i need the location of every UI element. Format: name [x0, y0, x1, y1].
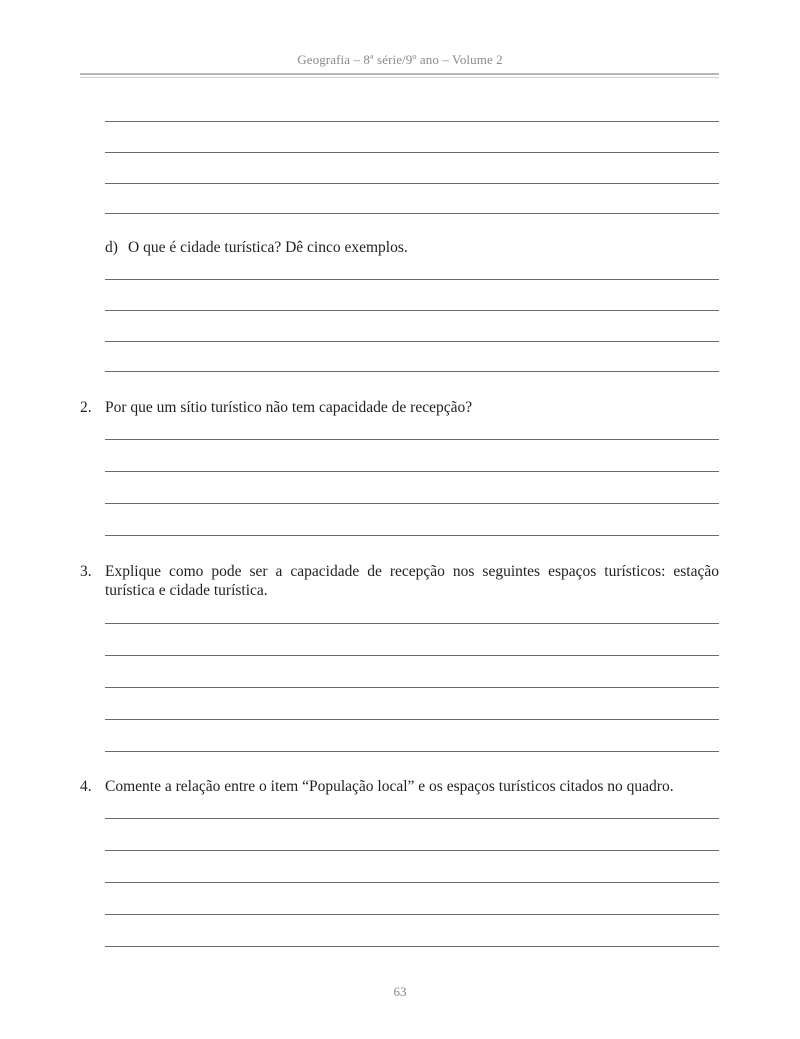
answer-line [105, 503, 719, 504]
question-d [80, 238, 719, 257]
answer-line [105, 719, 719, 720]
answer-line [105, 471, 719, 472]
answer-line [105, 818, 719, 819]
question-text: Por que um sítio turístico não tem capacidade de recepção? [105, 399, 473, 416]
question-number: 2. [80, 399, 92, 416]
header-rule-thin [80, 77, 719, 78]
answer-line [105, 914, 719, 915]
answer-line [105, 439, 719, 440]
question-text: Explique como pode ser a capacidade de recepção nos seguintes espaços turísticos: estação turística e cidade turística. [105, 563, 719, 599]
question-4 [80, 777, 719, 796]
answer-line [105, 121, 719, 122]
answer-line [105, 152, 719, 153]
answer-line [105, 310, 719, 311]
answer-line [105, 655, 719, 656]
answer-line [105, 213, 719, 214]
answer-line [105, 371, 719, 372]
answer-line [105, 946, 719, 947]
question-3 [80, 562, 719, 600]
answer-line [105, 623, 719, 624]
question-text: O que é cidade turística? Dê cinco exemplos. [128, 239, 408, 256]
answer-line [105, 850, 719, 851]
page-number: 63 [393, 984, 407, 999]
answer-line [105, 535, 719, 536]
header-rule [80, 73, 719, 75]
running-header: Geografia – 8ª série/9º ano – Volume 2 [297, 52, 503, 67]
answer-line [105, 751, 719, 752]
answer-line [105, 882, 719, 883]
answer-line [105, 687, 719, 688]
answer-line [105, 183, 719, 184]
question-number: d) [105, 239, 118, 256]
answer-line [105, 341, 719, 342]
question-2 [80, 398, 719, 417]
question-number: 4. [80, 778, 92, 795]
question-number: 3. [80, 563, 92, 580]
answer-line [105, 279, 719, 280]
question-text: Comente a relação entre o item “População local” e os espaços turísticos citados no quadro. [105, 778, 674, 795]
